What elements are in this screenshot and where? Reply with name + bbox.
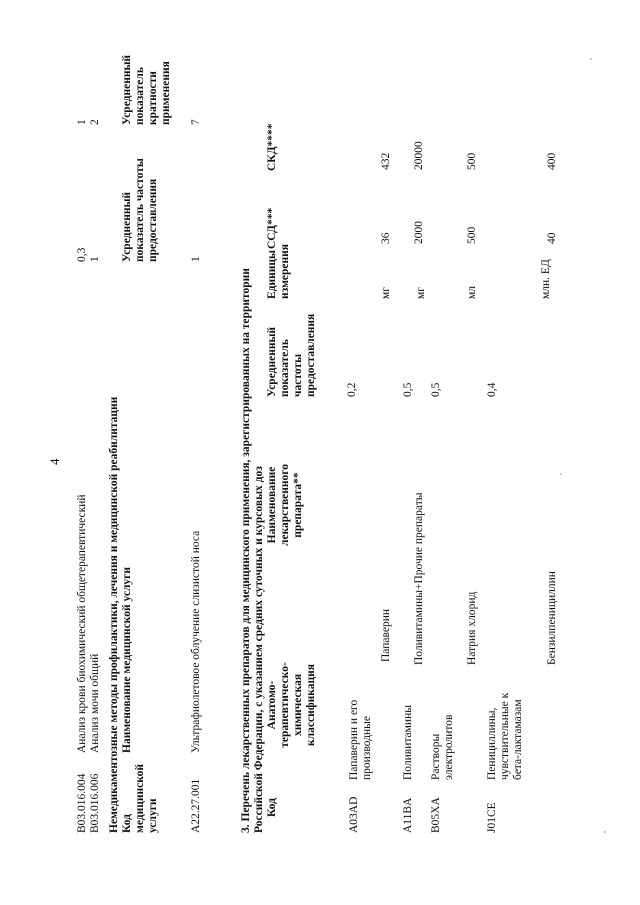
section3-header-skd: СКД**** <box>266 123 278 171</box>
section3-title-line2: Российской Федерации, с указанием средних суточных и курсовых доз <box>253 466 265 833</box>
lab-name-1: Анализ крови биохимический общетерапевтический <box>76 494 88 753</box>
drug-atc-4: Пенициллины, чувствительные к бета-лактамазам <box>486 692 524 780</box>
drug-skd-3: 500 <box>466 152 478 170</box>
section3-header-freq: Усредненный показатель частоты предоставления <box>266 313 317 397</box>
lab-freq-2: 1 <box>89 256 101 262</box>
drug-unit-4: млн. ЕД <box>540 259 552 299</box>
section3-header-code: Код <box>266 797 278 817</box>
scan-speck <box>590 58 592 60</box>
drug-unit-2: мг <box>415 287 427 299</box>
drug-ssd-2: 2000 <box>413 221 425 244</box>
lab-code-2: B03.016.006 <box>89 773 101 833</box>
section2-title: Немедикаментозные методы профилактики, лечения и медицинской реабилитации <box>108 396 120 833</box>
scan-speck <box>560 473 562 475</box>
section2-row-code: A22.27.001 <box>190 778 202 833</box>
page-number: 4 <box>47 458 62 465</box>
section2-header-code: Код медицинской услуги <box>121 763 159 833</box>
section3-header-drug: Наименование лекарственного препарата** <box>266 464 304 546</box>
drug-freq-2: 0,5 <box>402 382 414 397</box>
section3-header-atc: Анатомо-терапевтическо-химическая классификация <box>266 662 317 748</box>
drug-unit-1: мг <box>380 287 392 299</box>
drug-atc-1: Папаверин и его производные <box>348 699 373 780</box>
drug-ssd-1: 36 <box>380 232 392 244</box>
drug-skd-2: 20000 <box>413 141 425 170</box>
lab-freq-1: 0,3 <box>76 247 88 262</box>
lab-mult-2: 2 <box>89 119 101 125</box>
section2-header-mult: Усредненный показатель кратности применения <box>121 54 172 125</box>
section3-title-line1: 3. Перечень лекарственных препаратов для медицинского применения, зарегистрированных на территории <box>240 268 252 833</box>
section2-header-freq: Усредненный показатель частоты предоставления <box>121 158 159 262</box>
lab-code-1: B03.016.004 <box>76 773 88 833</box>
lab-mult-1: 1 <box>76 119 88 125</box>
drug-ssd-4: 40 <box>546 232 558 244</box>
section2-header-name: Наименование медицинской услуги <box>121 566 133 753</box>
drug-code-2: A11BA <box>402 797 414 833</box>
section3-header-ssd: ССД*** <box>266 207 278 249</box>
drug-atc-3: Растворы электролитов <box>430 714 455 780</box>
scan-speck <box>604 831 606 833</box>
drug-code-4: J01CE <box>486 802 498 833</box>
drug-ssd-3: 500 <box>466 226 478 244</box>
section2-row-name: Ультрафиолетовое облучение слизистой носа <box>190 530 202 753</box>
section2-row-mult: 7 <box>190 119 202 125</box>
drug-code-1: A03AD <box>348 796 360 833</box>
section2-row-freq: 1 <box>190 256 202 262</box>
drug-code-3: B05XA <box>430 797 442 833</box>
lab-name-2: Анализ мочи общий <box>89 653 101 753</box>
drug-freq-4: 0,4 <box>486 382 498 397</box>
drug-skd-1: 432 <box>380 152 392 170</box>
drug-atc-2: Поливитамины <box>402 705 414 780</box>
drug-name-4: Бензилпенициллин <box>546 571 558 665</box>
drug-name-1: Папаверин <box>380 608 392 662</box>
drug-skd-4: 400 <box>546 152 558 170</box>
drug-name-2: Поливитамины+Прочие препараты <box>413 492 425 665</box>
drug-unit-3: мл <box>466 285 478 299</box>
section3-header-unit: Единицы измерения <box>266 244 291 299</box>
drug-name-3: Натрия хлорид <box>466 591 478 665</box>
drug-freq-3: 0,5 <box>430 382 442 397</box>
drug-freq-1: 0,2 <box>346 382 358 397</box>
